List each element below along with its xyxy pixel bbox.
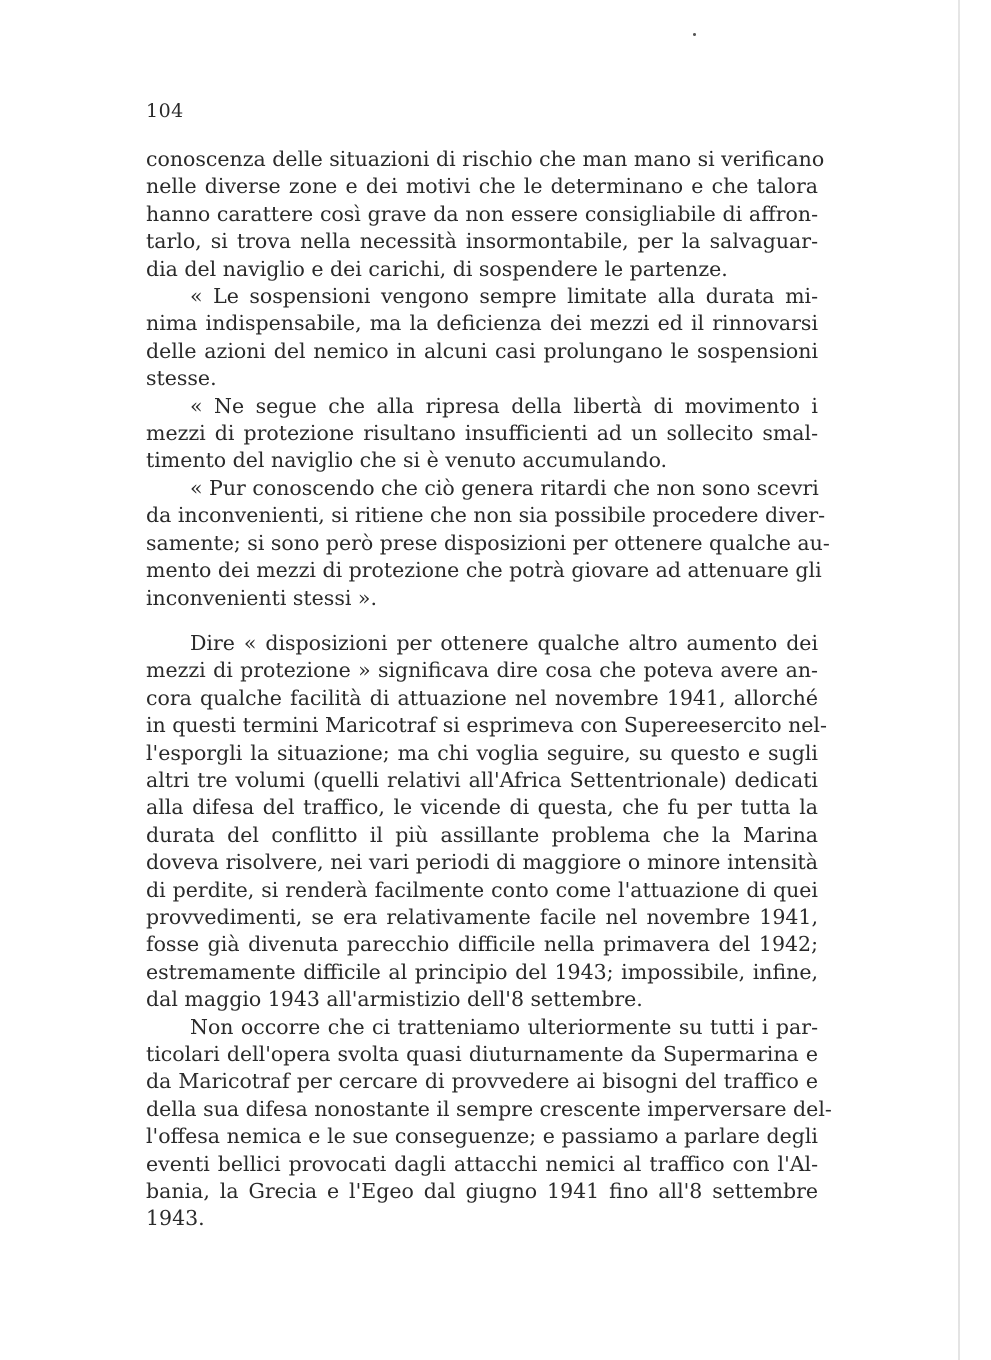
paragraph-gap bbox=[146, 612, 818, 630]
scan-speck bbox=[693, 33, 696, 36]
text-line: delle azioni del nemico in alcuni casi prolungano le sospensioni bbox=[146, 338, 818, 363]
paragraph bbox=[146, 146, 825, 283]
text-line: nima indispensabile, ma la deficienza dei mezzi ed il rinnovarsi bbox=[146, 311, 818, 336]
paragraph bbox=[146, 1014, 832, 1233]
text-line: l'offesa nemica e le sue conseguenze; e passiamo a parlare degli bbox=[146, 1124, 818, 1149]
text-line: eventi bellici provocati dagli attacchi nemici al traffico con l'Al- bbox=[146, 1151, 818, 1176]
text-line: ticolari dell'opera svolta quasi diuturnamente da Supermarina e bbox=[146, 1042, 818, 1066]
text-line: tarlo, si trova nella necessità insormontabile, per la salvaguar- bbox=[146, 229, 818, 254]
text-line: da Maricotraf per cercare di provvedere ai bisogni del traffico e bbox=[146, 1069, 818, 1094]
text-line: mezzi di protezione » significava dire cosa che poteva avere an- bbox=[146, 658, 818, 683]
text-line: provvedimenti, se era relativamente facile nel novembre 1941, bbox=[146, 904, 818, 929]
text-line: fosse già divenuta parecchio difficile nella primavera del 1942; bbox=[146, 932, 818, 957]
paragraph bbox=[146, 283, 818, 393]
text-line: dia del naviglio e dei carichi, di sospendere le partenze. bbox=[146, 256, 728, 281]
text-line: da inconvenienti, si ritiene che non sia possibile procedere diver- bbox=[146, 503, 826, 528]
text-line: inconvenienti stessi ». bbox=[146, 585, 377, 610]
body-text bbox=[146, 146, 832, 1233]
text-line: l'esporgli la situazione; ma chi voglia seguire, su questo e sugli bbox=[146, 740, 818, 765]
paragraph bbox=[146, 393, 818, 475]
text-line: cora qualche facilità di attuazione nel novembre 1941, allorché bbox=[146, 685, 818, 710]
text-line: stesse. bbox=[146, 366, 217, 391]
text-line: conoscenza delle situazioni di rischio che man mano si verificano bbox=[146, 147, 825, 171]
text-line: Non occorre che ci tratteniamo ulteriormente su tutti i par- bbox=[190, 1014, 818, 1039]
page-number: 104 bbox=[146, 100, 184, 122]
text-line: della sua difesa nonostante il sempre crescente imperversare del- bbox=[146, 1096, 832, 1121]
text-line: di perdite, si renderà facilmente conto come l'attuazione di quei bbox=[146, 877, 818, 902]
text-line: in questi termini Maricotraf si esprimeva con Supereesercito nel- bbox=[146, 713, 827, 738]
text-line: « Pur conoscendo che ciò genera ritardi che non sono scevri bbox=[190, 475, 819, 500]
text-line: estremamente difficile al principio del 1943; impossibile, infine, bbox=[146, 959, 818, 984]
text-line: nelle diverse zone e dei motivi che le determinano e che talora bbox=[146, 174, 818, 199]
text-line: alla difesa del traffico, le vicende di questa, che fu per tutta la bbox=[146, 795, 818, 820]
text-line: Dire « disposizioni per ottenere qualche altro aumento dei bbox=[190, 630, 818, 655]
text-line: hanno carattere così grave da non essere consigliabile di affron- bbox=[146, 201, 818, 226]
text-line: durata del conflitto il più assillante problema che la Marina bbox=[146, 822, 818, 847]
text-line: timento del naviglio che si è venuto accumulando. bbox=[146, 448, 668, 473]
text-line: mento dei mezzi di protezione che potrà giovare ad attenuare gli bbox=[146, 558, 822, 583]
text-line: 1943. bbox=[146, 1206, 205, 1231]
text-line: dal maggio 1943 all'armistizio dell'8 settembre. bbox=[146, 987, 643, 1012]
text-line: samente; si sono però prese disposizioni per ottenere qualche au- bbox=[146, 530, 830, 555]
paragraph bbox=[146, 630, 827, 1014]
text-line: bania, la Grecia e l'Egeo dal giugno 1941 fino all'8 settembre bbox=[146, 1179, 818, 1204]
text-line: altri tre volumi (quelli relativi all'Africa Settentrionale) dedicati bbox=[146, 767, 818, 792]
page-edge-shadow bbox=[958, 0, 960, 1360]
text-line: mezzi di protezione risultano insufficienti ad un sollecito smal- bbox=[146, 421, 818, 446]
text-line: « Le sospensioni vengono sempre limitate alla durata mi- bbox=[190, 284, 818, 309]
text-line: « Ne segue che alla ripresa della libertà di movimento i bbox=[190, 393, 818, 418]
paragraph bbox=[146, 475, 830, 612]
text-line: doveva risolvere, nei vari periodi di maggiore o minore intensità bbox=[146, 850, 818, 875]
